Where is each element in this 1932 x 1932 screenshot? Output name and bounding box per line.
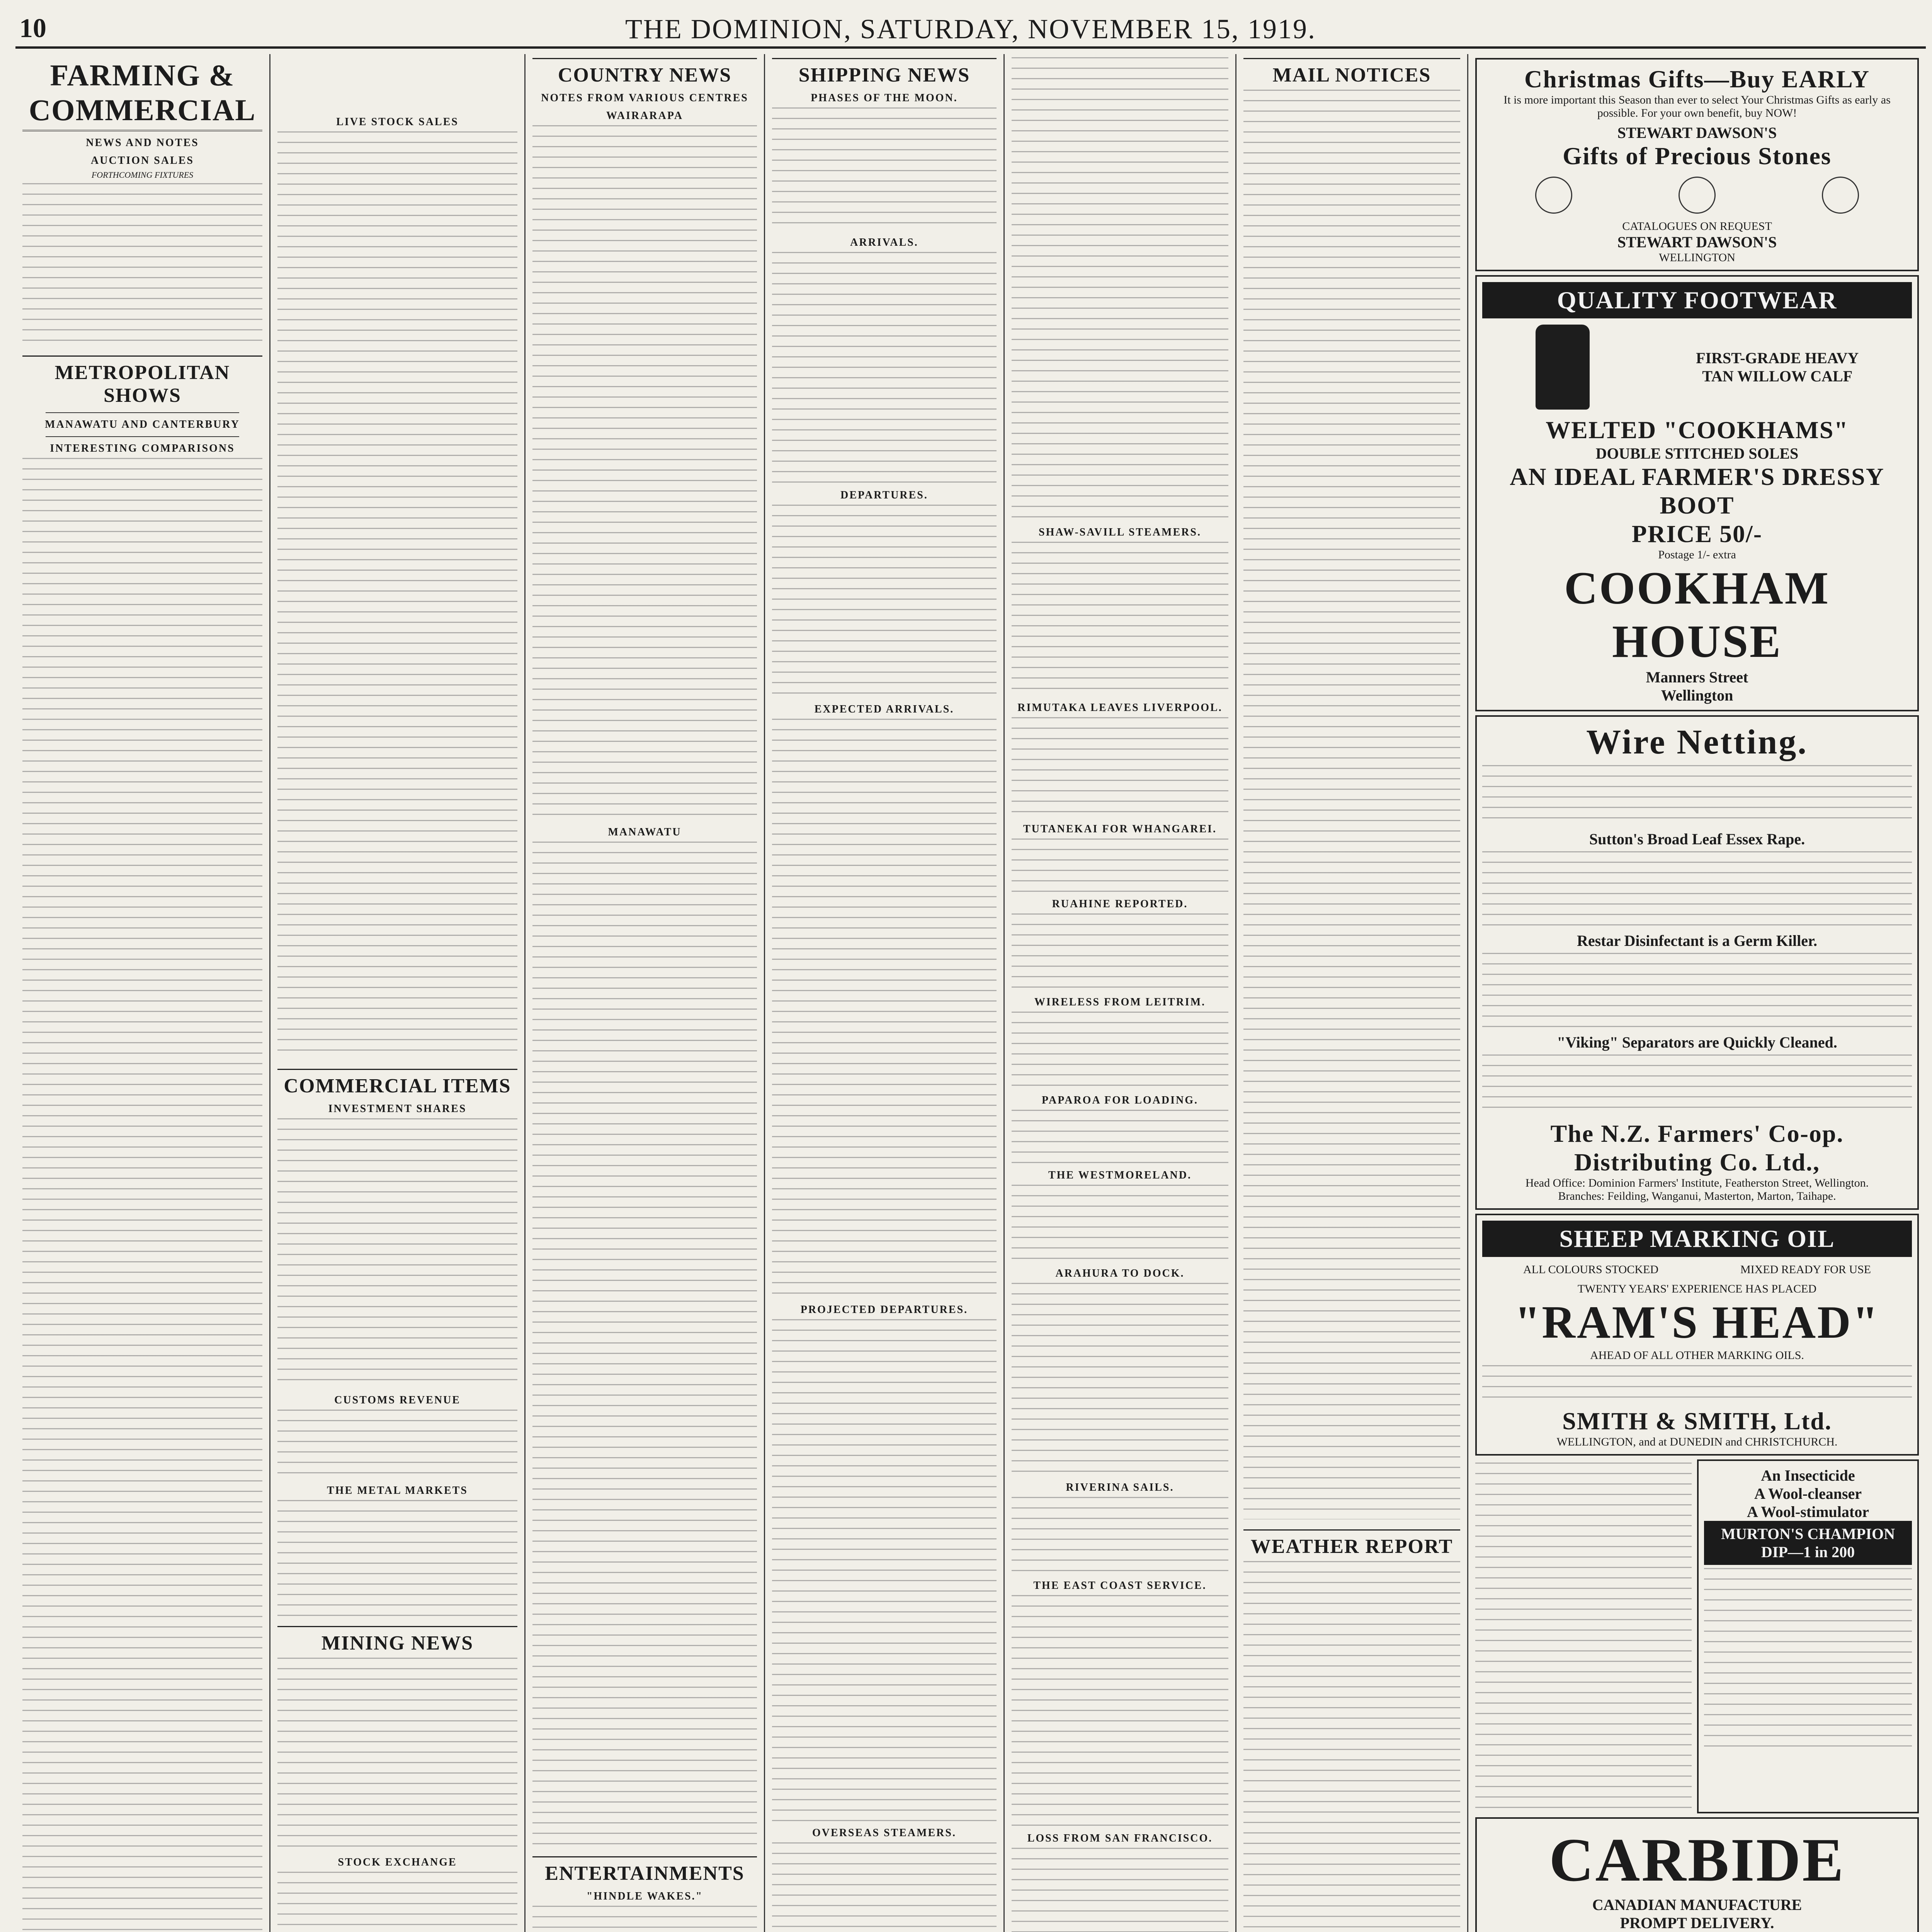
rams-head-ad — [1475, 1214, 1919, 1456]
expected-arrivals-heading: EXPECTED ARRIVALS. — [814, 703, 954, 715]
head-office: Head Office: Dominion Farmers' Institute, Featherston Street, Wellington. — [1525, 1177, 1869, 1189]
investment-shares-heading: INVESTMENT SHARES — [328, 1103, 467, 1115]
article-body — [1012, 913, 1228, 991]
branches: Branches: Feilding, Wanganui, Masterton, Marton, Taihape. — [1558, 1190, 1836, 1202]
smith-smith: SMITH & SMITH, Ltd. — [1562, 1407, 1832, 1435]
ad-body — [1482, 1365, 1912, 1404]
welted-cookhams: WELTED "COOKHAMS" — [1546, 416, 1849, 444]
manawatu-heading: MANAWATU — [608, 826, 682, 838]
projected-departures-heading: PROJECTED DEPARTURES. — [800, 1304, 968, 1316]
first-grade-text: FIRST-GRADE HEAVY — [1696, 349, 1859, 367]
departures-list — [772, 505, 997, 698]
masthead-title: THE DOMINION, SATURDAY, NOVEMBER 15, 1919. — [625, 14, 1316, 44]
ruahine-heading: RUAHINE REPORTED. — [1052, 898, 1188, 910]
smith-locations: WELLINGTON, and at DUNEDIN and CHRISTCHURCH. — [1556, 1435, 1838, 1448]
quality-footwear-ad — [1475, 275, 1919, 711]
column-shipping — [765, 54, 1005, 1932]
price: PRICE 50/- — [1631, 520, 1763, 548]
projected-list — [772, 1319, 997, 1821]
catalogues-text: CATALOGUES ON REQUEST — [1622, 220, 1772, 233]
divider — [46, 436, 239, 437]
nz-farmers-heading: The N.Z. Farmers' Co-op. Distributing Co. Ltd., — [1550, 1120, 1844, 1176]
overseas-steamers-heading: OVERSEAS STEAMERS. — [812, 1827, 956, 1839]
ad-body — [1704, 1568, 1912, 1753]
farmers-coop-ad — [1475, 715, 1919, 1210]
arrivals-list — [772, 252, 997, 484]
column-livestock — [270, 54, 526, 1932]
auction-text — [22, 183, 262, 345]
article-body — [277, 131, 517, 1059]
viking-heading: "Viking" Separators are Quickly Cleaned. — [1557, 1034, 1837, 1051]
boot-icon — [1536, 325, 1590, 410]
forthcoming-heading: FORTHCOMING FIXTURES — [91, 170, 194, 180]
manawatu-canterbury-heading: MANAWATU AND CANTERBURY — [45, 418, 240, 430]
postage-note: Postage 1/- extra — [1658, 548, 1736, 561]
auction-sales-heading: AUCTION SALES — [91, 155, 194, 167]
stewart-dawson-top: STEWART DAWSON'S — [1617, 124, 1777, 141]
wairarapa-heading: WAIRARAPA — [606, 110, 684, 122]
mail-body — [1243, 90, 1460, 1519]
xmas-heading: Christmas Gifts—Buy EARLY — [1524, 65, 1870, 93]
wool-stimulator: A Wool-stimulator — [1747, 1503, 1869, 1520]
article-body — [277, 1410, 517, 1479]
murton-dip-ad — [1697, 1459, 1919, 1813]
metal-markets-heading: THE METAL MARKETS — [327, 1485, 468, 1497]
farming-heading: FARMING & COMMERCIAL — [22, 54, 262, 131]
article-body — [532, 125, 757, 821]
mail-notices-heading: MAIL NOTICES — [1243, 58, 1460, 87]
paparoa-heading: PAPAROA FOR LOADING. — [1041, 1094, 1199, 1106]
customs-heading: CUSTOMS REVENUE — [334, 1394, 461, 1406]
article-body — [277, 1872, 517, 1932]
double-stitched: DOUBLE STITCHED SOLES — [1595, 445, 1799, 462]
manners-street: Manners Street — [1646, 668, 1748, 686]
restar-heading: Restar Disinfectant is a Germ Killer. — [1577, 932, 1818, 949]
precious-stones-heading: Gifts of Precious Stones — [1563, 142, 1832, 170]
canadian-manufacture: CANADIAN MANUFACTURE — [1592, 1896, 1802, 1913]
shaw-savill-heading: SHAW-SAVILL STEAMERS. — [1039, 526, 1201, 538]
notes-centres-heading: NOTES FROM VARIOUS CENTRES — [541, 92, 748, 104]
news-notes-subheading: NEWS AND NOTES — [86, 137, 199, 149]
cookham-city: Wellington — [1661, 687, 1733, 704]
wireless-heading: WIRELESS FROM LEITRIM. — [1034, 996, 1206, 1008]
article-body — [277, 1500, 517, 1616]
moon-table — [772, 107, 997, 231]
article-body — [1012, 1185, 1228, 1262]
wool-cleanser: A Wool-cleanser — [1754, 1485, 1862, 1502]
shipping-news-heading: SHIPPING NEWS — [772, 58, 997, 87]
article-body — [22, 458, 262, 1932]
divider — [46, 412, 239, 413]
rimutaka-heading: RIMUTAKA LEAVES LIVERPOOL. — [1017, 702, 1223, 714]
shares-table — [277, 1118, 517, 1389]
twenty-years: TWENTY YEARS' EXPERIENCE HAS PLACED — [1577, 1282, 1817, 1295]
gem-icons — [1482, 177, 1912, 214]
sheep-oil-banner: SHEEP MARKING OIL — [1482, 1221, 1912, 1257]
ring-icon — [1535, 177, 1572, 214]
insecticide: An Insecticide — [1761, 1467, 1855, 1484]
carbide-ad — [1475, 1817, 1919, 1932]
tutanekai-heading: TUTANEKAI FOR WHANGAREI. — [1023, 823, 1217, 835]
all-colours: ALL COLOURS STOCKED — [1523, 1263, 1658, 1276]
entertainments-heading: ENTERTAINMENTS — [532, 1856, 757, 1885]
article-body — [1012, 838, 1228, 893]
mixed-ready: MIXED READY FOR USE — [1740, 1263, 1871, 1276]
article-body — [532, 1906, 757, 1932]
ad-body — [1482, 765, 1912, 827]
commercial-items-heading: COMMERCIAL ITEMS — [277, 1069, 517, 1097]
stock-exchange-heading: STOCK EXCHANGE — [338, 1856, 457, 1868]
article-body — [1012, 1012, 1228, 1089]
ring-icon — [1822, 177, 1859, 214]
page-number: 10 — [19, 14, 46, 43]
overseas-list — [772, 1842, 997, 1932]
interesting-comparisons-heading: INTERESTING COMPARISONS — [50, 442, 235, 454]
ad-body — [1482, 1054, 1912, 1116]
stewart-dawson-ad — [1475, 58, 1919, 271]
east-coast-heading: THE EAST COAST SERVICE. — [1033, 1580, 1207, 1592]
ahead-text: AHEAD OF ALL OTHER MARKING OILS. — [1590, 1349, 1804, 1362]
xmas-subtext: It is more important this Season than ever to select Your Christmas Gifts as early as possible. For your own benefit, buy NOW! — [1503, 94, 1891, 119]
departures-heading: DEPARTURES. — [840, 489, 928, 501]
arahura-heading: ARAHURA TO DOCK. — [1055, 1267, 1185, 1279]
article-body — [1475, 1463, 1692, 1810]
column-shipping-cont — [1005, 54, 1236, 1932]
article-body — [1012, 1497, 1228, 1574]
shipping-continued — [1012, 57, 1228, 521]
weather-body — [1243, 1561, 1460, 1932]
column-mail — [1236, 54, 1468, 1932]
article-body — [532, 842, 757, 1846]
article-body — [1012, 1848, 1228, 1932]
article-body — [1012, 1283, 1228, 1476]
expected-list — [772, 719, 997, 1298]
arrivals-heading: ARRIVALS. — [850, 236, 918, 248]
metro-shows-heading: METROPOLITAN SHOWS — [22, 355, 262, 407]
article-body — [1012, 717, 1228, 818]
tan-calf-text: TAN WILLOW CALF — [1702, 367, 1853, 385]
stewart-dawson-city: WELLINGTON — [1659, 251, 1735, 264]
quality-footwear-banner: QUALITY FOOTWEAR — [1482, 282, 1912, 318]
livestock-heading: LIVE STOCK SALES — [336, 116, 459, 128]
mining-news-heading: MINING NEWS — [277, 1626, 517, 1655]
moon-phases-heading: PHASES OF THE MOON. — [811, 92, 958, 104]
hindle-wakes-heading: "HINDLE WAKES." — [586, 1890, 703, 1902]
ring-icon — [1679, 177, 1716, 214]
ad-body — [1482, 953, 1912, 1030]
carbide-heading: CARBIDE — [1549, 1825, 1845, 1894]
masthead — [15, 11, 1926, 49]
column-farming — [15, 54, 270, 1932]
column-country — [526, 54, 765, 1932]
article-body — [1012, 1595, 1228, 1827]
weather-report-heading: WEATHER REPORT — [1243, 1529, 1460, 1558]
broad-leaf-heading: Sutton's Broad Leaf Essex Rape. — [1589, 830, 1805, 848]
san-francisco-heading: LOSS FROM SAN FRANCISCO. — [1027, 1832, 1213, 1844]
rams-head-heading: "RAM'S HEAD" — [1514, 1296, 1880, 1348]
country-news-heading: COUNTRY NEWS — [532, 58, 757, 87]
column-advertisements — [1468, 54, 1926, 1932]
westmoreland-heading: THE WESTMORELAND. — [1048, 1169, 1192, 1181]
article-body — [1012, 1110, 1228, 1164]
wire-netting-heading: Wire Netting. — [1586, 723, 1808, 761]
ideal-boot: AN IDEAL FARMER'S DRESSY BOOT — [1510, 463, 1884, 519]
cookham-house: COOKHAM HOUSE — [1564, 562, 1830, 667]
murton-champion: MURTON'S CHAMPION DIP—1 in 200 — [1704, 1521, 1912, 1565]
stewart-dawson-bottom: STEWART DAWSON'S — [1617, 233, 1777, 251]
riverina-heading: RIVERINA SAILS. — [1066, 1481, 1174, 1493]
article-body — [277, 1658, 517, 1851]
article-body — [1012, 542, 1228, 696]
prompt-delivery: PROMPT DELIVERY. — [1620, 1914, 1774, 1932]
ad-body — [1482, 851, 1912, 929]
